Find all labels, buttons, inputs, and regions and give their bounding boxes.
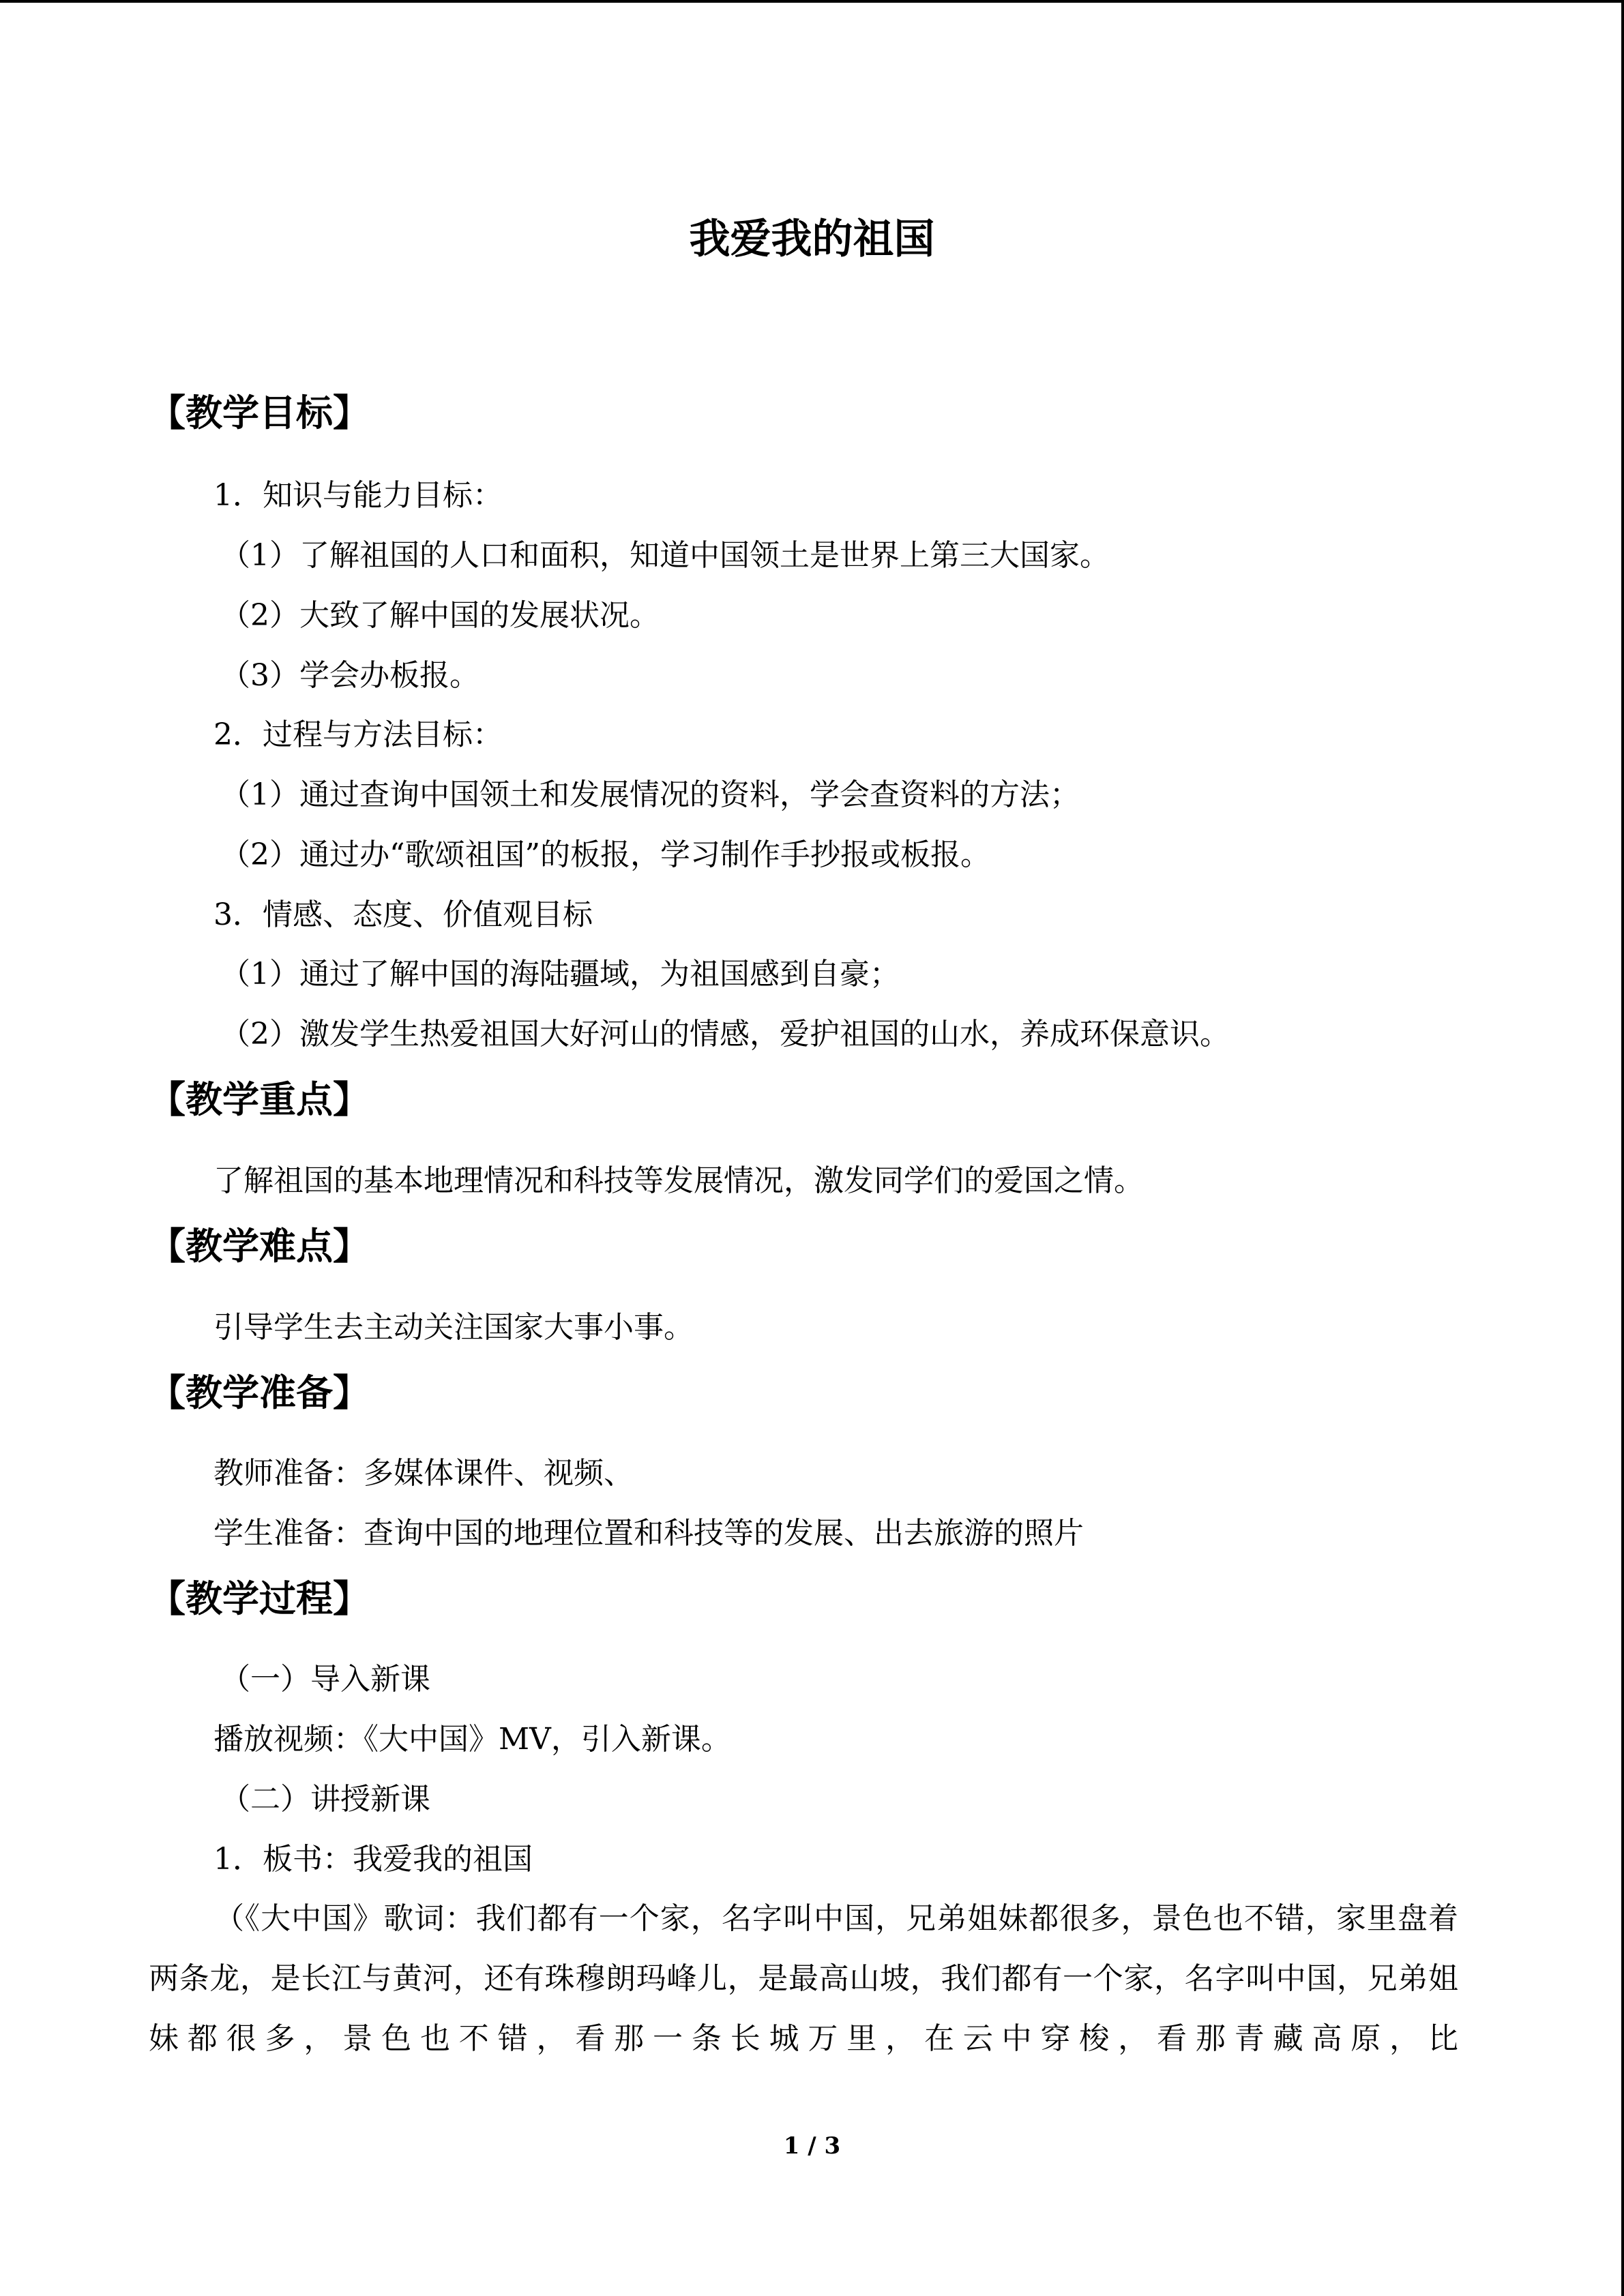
objective-line: 2．过程与方法目标： (213, 717, 503, 752)
page-border-right (1621, 0, 1624, 2296)
lyrics-paragraph: （《大中国》歌词：我们都有一个家，名字叫中国，兄弟姐妹都很多，景色也不错，家里盘着两条龙，是长江与黄河，还有珠穆朗玛峰儿，是最高山坡，我们都有一个家，名字叫中国，兄弟姐妹都很多，景色也不错，看那一条长城万里，在云中穿梭，看那青藏高原，比 (149, 1901, 1458, 2056)
process-line: 播放视频：《大中国》MV，引入新课。 (213, 1722, 731, 1757)
page-number: 1 / 3 (783, 2132, 841, 2160)
process-line: 1．板书：我爱我的祖国 (213, 1842, 533, 1877)
heading-objectives: 【教学目标】 (149, 391, 370, 434)
page-border-top (0, 0, 1624, 3)
heading-key-points: 【教学重点】 (149, 1078, 370, 1121)
objective-line: （3）学会办板报。 (220, 658, 479, 693)
heading-process: 【教学过程】 (149, 1577, 370, 1620)
heading-difficulties: 【教学难点】 (149, 1225, 370, 1268)
objective-line: （2）激发学生热爱祖国大好河山的情感，爱护祖国的山水，养成环保意识。 (220, 1017, 1230, 1052)
objective-line: （2）大致了解中国的发展状况。 (220, 598, 660, 633)
key-points-text: 了解祖国的基本地理情况和科技等发展情况，激发同学们的爱国之情。 (213, 1163, 1144, 1198)
objective-line: 3．情感、态度、价值观目标 (213, 897, 593, 932)
teacher-preparation: 教师准备：多媒体课件、视频、 (213, 1456, 634, 1491)
student-preparation: 学生准备：查询中国的地理位置和科技等的发展、出去旅游的照片 (213, 1516, 1084, 1551)
objective-line: （1）通过查询中国领土和发展情况的资料，学会查资料的方法； (220, 777, 1080, 812)
heading-preparation: 【教学准备】 (149, 1371, 370, 1414)
objective-line: （1）了解祖国的人口和面积，知道中国领土是世界上第三大国家。 (220, 538, 1110, 573)
process-line: （一）导入新课 (220, 1662, 430, 1697)
objective-line: 1．知识与能力目标： (213, 478, 503, 513)
objective-line: （1）通过了解中国的海陆疆域，为祖国感到自豪； (220, 957, 900, 992)
process-line: （二）讲授新课 (220, 1782, 430, 1817)
difficulties-text: 引导学生去主动关注国家大事小事。 (213, 1310, 694, 1345)
document-title: 我爱我的祖国 (689, 215, 935, 263)
objective-line: （2）通过办“歌颂祖国”的板报，学习制作手抄报或板报。 (220, 837, 990, 872)
